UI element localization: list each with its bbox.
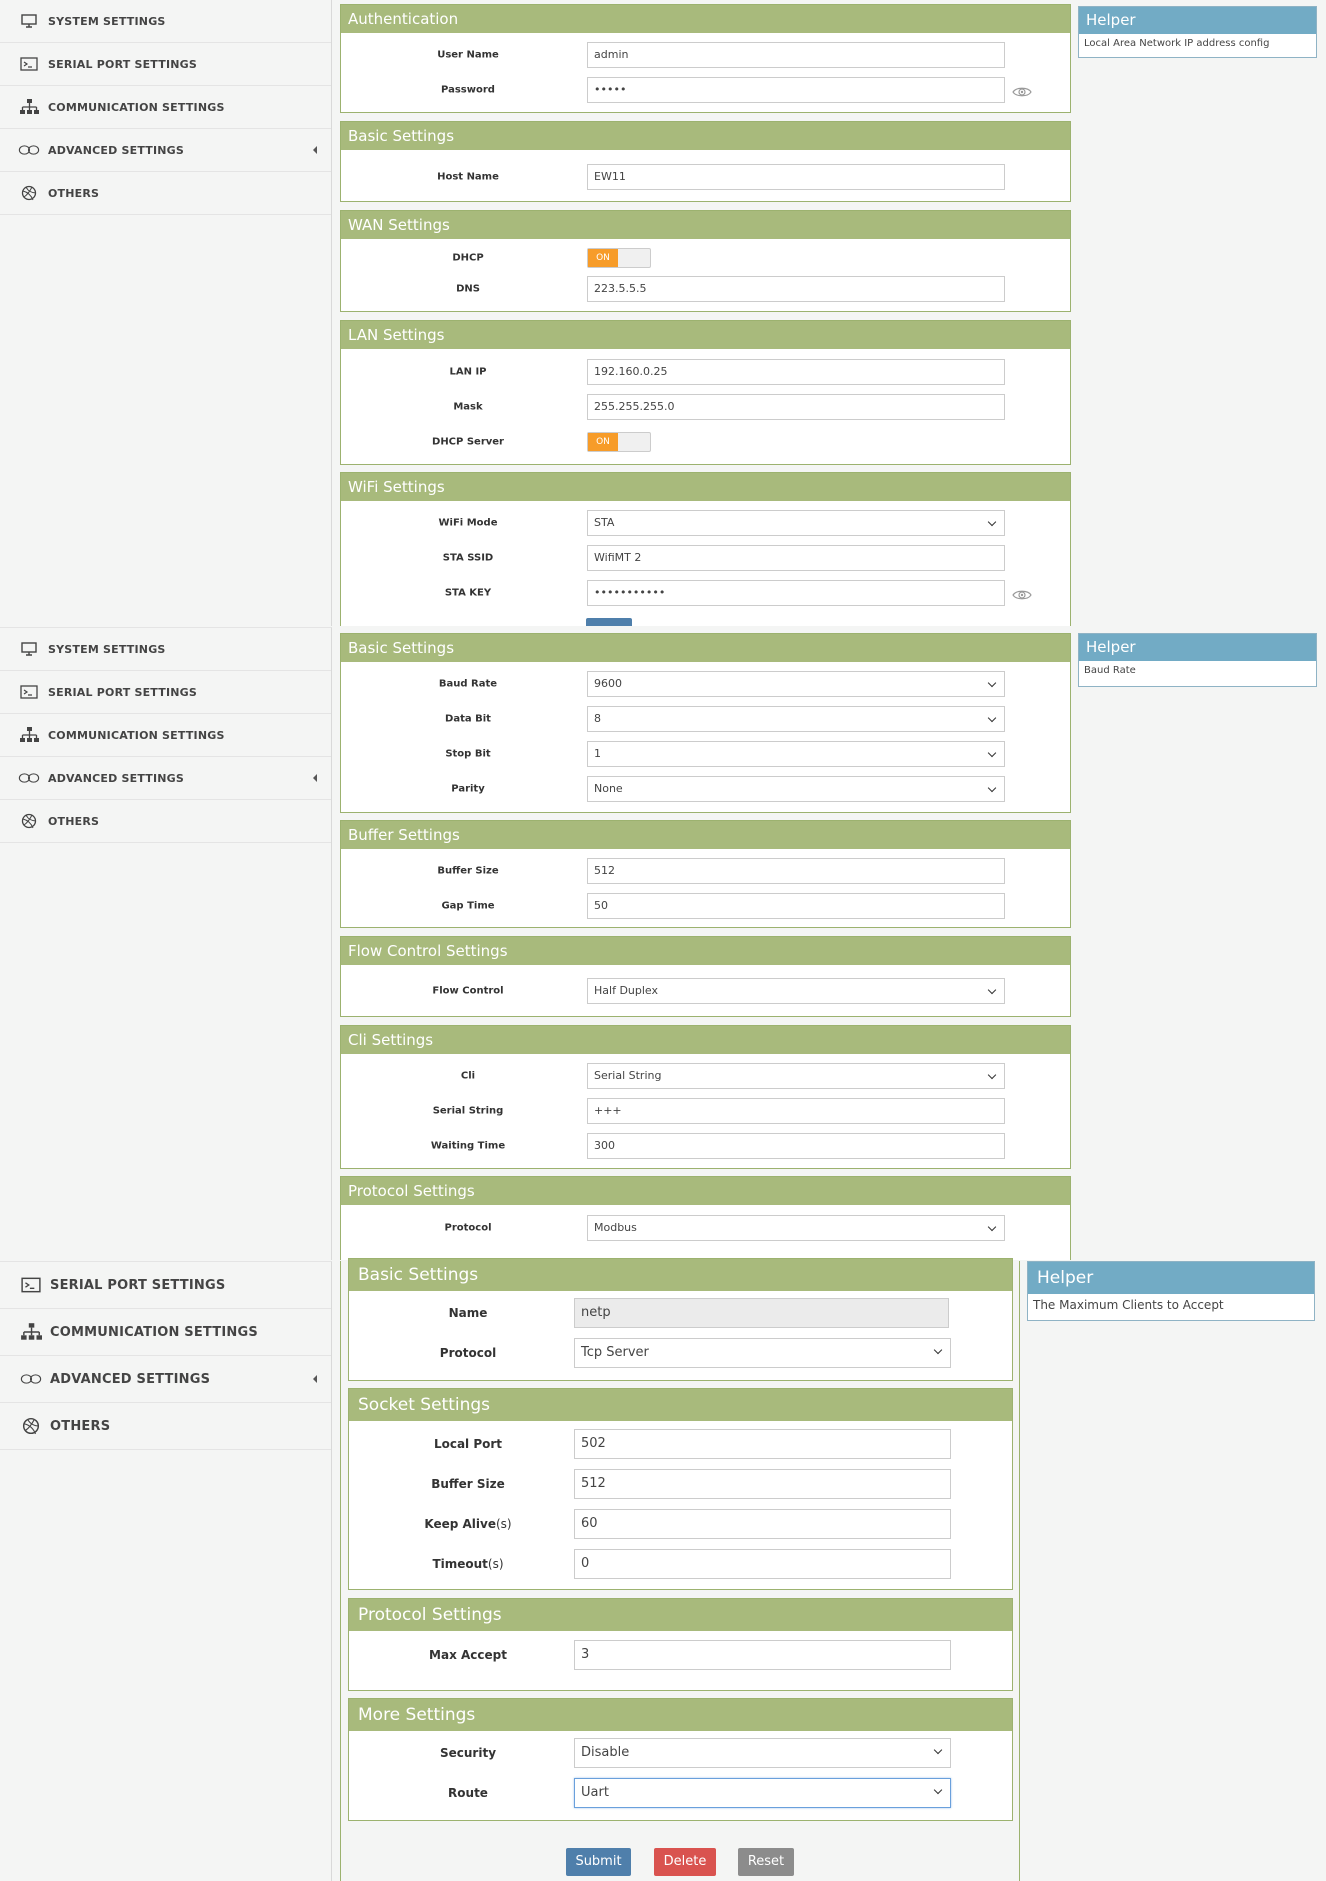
protocol-select[interactable]: Modbus	[587, 1215, 1005, 1241]
panel-title: Cli Settings	[341, 1026, 1070, 1054]
infinity-icon	[18, 141, 40, 159]
user-name-label: User Name	[437, 49, 499, 60]
panel-title: Basic Settings	[341, 122, 1070, 150]
sidebar-item-label: SERIAL PORT SETTINGS	[48, 685, 198, 699]
password-label: Password	[441, 84, 495, 95]
buffer-size-input[interactable]: 512	[587, 858, 1005, 884]
security-label: Security	[439, 1746, 497, 1760]
dns-label: DNS	[456, 283, 480, 295]
wifi-mode-label: WiFi Mode	[438, 517, 498, 528]
password-input[interactable]: •••••	[587, 77, 1005, 103]
sidebar-item-label: COMMUNICATION SETTINGS	[48, 100, 225, 114]
sidebar-item-serial[interactable]	[0, 671, 331, 714]
keep-alive-text: Keep Alive	[424, 1517, 496, 1531]
sta-key-input[interactable]: •••••••••••	[587, 580, 1005, 606]
sidebar-item-label: COMMUNICATION SETTINGS	[48, 728, 225, 742]
sidebar-item-others[interactable]	[0, 1403, 331, 1450]
panel-title: Flow Control Settings	[341, 937, 1070, 965]
panel-title: Protocol Settings	[349, 1599, 1012, 1631]
globe-icon	[20, 1417, 42, 1435]
data-bit-label: Data Bit	[445, 713, 491, 724]
panel-authentication	[340, 4, 1071, 113]
keep-alive-unit: (s)	[495, 1517, 512, 1531]
waiting-time-label: Waiting Time	[430, 1140, 506, 1151]
panel-wan-settings	[340, 210, 1071, 312]
mask-label: Mask	[453, 401, 483, 412]
panel-comm-basic-settings	[348, 1258, 1013, 1381]
toggle-on-label: ON	[588, 249, 618, 267]
sidebar-item-serial[interactable]	[0, 43, 331, 86]
globe-icon	[18, 812, 40, 830]
eye-icon[interactable]	[1012, 586, 1032, 599]
sidebar-item-communication[interactable]	[0, 1309, 331, 1356]
panel-title: WAN Settings	[341, 211, 1070, 239]
panel-cli-settings	[340, 1025, 1071, 1169]
sidebar-item-others[interactable]	[0, 800, 331, 843]
helper-box	[1078, 6, 1317, 58]
terminal-icon	[18, 55, 40, 73]
dhcp-label: DHCP	[452, 252, 484, 264]
sidebar-item-label: OTHERS	[50, 1418, 111, 1434]
submit-button[interactable]: Submit	[566, 1848, 631, 1876]
network-icon	[18, 726, 40, 744]
panel-buffer-settings	[340, 820, 1071, 928]
helper-box	[1027, 1261, 1315, 1321]
mask-input[interactable]: 255.255.255.0	[587, 394, 1005, 420]
sidebar-item-label: OTHERS	[48, 186, 100, 200]
serial-string-label: Serial String	[432, 1105, 504, 1116]
parity-label: Parity	[451, 783, 485, 794]
protocol-label: Protocol	[439, 1346, 497, 1360]
sidebar-item-system[interactable]	[0, 628, 331, 671]
sidebar-item-advanced[interactable]	[0, 129, 331, 172]
sidebar-item-label: ADVANCED SETTINGS	[50, 1371, 211, 1387]
panel-title: Buffer Settings	[341, 821, 1070, 849]
scan-button[interactable]	[586, 618, 632, 626]
baud-rate-label: Baud Rate	[438, 678, 498, 689]
toggle-on-label: ON	[588, 433, 618, 451]
panel-more-settings	[348, 1698, 1013, 1821]
dhcp-toggle[interactable]	[587, 248, 651, 268]
reset-button[interactable]: Reset	[738, 1848, 794, 1876]
dhcp-server-label: DHCP Server	[432, 436, 504, 447]
flow-control-label: Flow Control	[432, 985, 504, 996]
waiting-time-input[interactable]: 300	[587, 1133, 1005, 1159]
sta-ssid-label: STA SSID	[442, 552, 494, 563]
name-input[interactable]: netp	[574, 1298, 949, 1328]
dns-input[interactable]: 223.5.5.5	[587, 276, 1005, 302]
timeout-text: Timeout	[432, 1557, 488, 1571]
host-name-label: Host Name	[437, 171, 499, 182]
timeout-input[interactable]: 0	[574, 1549, 951, 1579]
buffer-size-label: Buffer Size	[437, 865, 499, 876]
network-icon	[18, 98, 40, 116]
max-accept-input[interactable]: 3	[574, 1640, 951, 1670]
parity-select[interactable]: None	[587, 776, 1005, 802]
max-accept-label: Max Accept	[429, 1648, 507, 1662]
sta-key-label: STA KEY	[444, 587, 492, 598]
local-port-input[interactable]: 502	[574, 1429, 951, 1459]
helper-title: Helper	[1079, 634, 1316, 661]
sta-ssid-input[interactable]: WifiMT 2	[587, 545, 1005, 571]
sidebar-top	[0, 0, 332, 626]
panel-wifi-settings	[340, 472, 1071, 626]
host-name-input[interactable]: EW11	[587, 164, 1005, 190]
terminal-icon	[18, 683, 40, 701]
stop-bit-label: Stop Bit	[445, 748, 491, 759]
timeout-unit: (s)	[487, 1557, 504, 1571]
lan-ip-input[interactable]: 192.160.0.25	[587, 359, 1005, 385]
keep-alive-label	[349, 1517, 587, 1531]
gap-time-label: Gap Time	[441, 900, 495, 911]
protocol-label: Protocol	[444, 1222, 492, 1233]
panel-title: Basic Settings	[341, 634, 1070, 662]
panel-title: Socket Settings	[349, 1389, 1012, 1421]
terminal-icon	[20, 1276, 42, 1294]
helper-text: Local Area Network IP address config	[1084, 38, 1270, 49]
caret-left-icon	[313, 146, 317, 154]
cli-select[interactable]: Serial String	[587, 1063, 1005, 1089]
infinity-icon	[18, 769, 40, 787]
baud-rate-select[interactable]: 9600	[587, 671, 1005, 697]
sidebar-item-advanced[interactable]	[0, 1356, 331, 1403]
sidebar-item-system[interactable]	[0, 0, 331, 43]
network-icon	[20, 1323, 42, 1341]
wifi-mode-select[interactable]: STA	[587, 510, 1005, 536]
user-name-input[interactable]: admin	[587, 42, 1005, 68]
panel-comm-protocol-settings	[348, 1598, 1013, 1691]
panel-basic-settings	[340, 121, 1071, 202]
local-port-label: Local Port	[433, 1437, 503, 1451]
dhcp-server-toggle[interactable]	[587, 432, 651, 452]
monitor-icon	[18, 640, 40, 658]
sidebar-item-label: OTHERS	[48, 814, 100, 828]
buffer-size-input[interactable]: 512	[574, 1469, 951, 1499]
sidebar-item-others[interactable]	[0, 172, 331, 215]
route-select[interactable]: Uart	[574, 1778, 951, 1808]
panel-title: Authentication	[341, 5, 1070, 33]
timeout-label	[349, 1557, 587, 1571]
globe-icon	[18, 184, 40, 202]
sidebar-bottom	[0, 1261, 332, 1881]
monitor-icon	[18, 12, 40, 30]
sidebar-item-label: ADVANCED SETTINGS	[48, 143, 185, 157]
name-label: Name	[448, 1306, 488, 1320]
panel-title: WiFi Settings	[341, 473, 1070, 501]
caret-left-icon	[313, 1375, 317, 1383]
panel-lan-settings	[340, 320, 1071, 465]
data-bit-select[interactable]: 8	[587, 706, 1005, 732]
security-select[interactable]: Disable	[574, 1738, 951, 1768]
panel-title: LAN Settings	[341, 321, 1070, 349]
sidebar-item-communication[interactable]	[0, 86, 331, 129]
sidebar-item-communication[interactable]	[0, 714, 331, 757]
panel-title: Basic Settings	[349, 1259, 1012, 1291]
panel-socket-settings	[348, 1388, 1013, 1590]
stop-bit-select[interactable]: 1	[587, 741, 1005, 767]
lan-ip-label: LAN IP	[449, 366, 487, 377]
helper-title: Helper	[1079, 7, 1316, 34]
delete-button[interactable]: Delete	[654, 1848, 716, 1876]
panel-title: Protocol Settings	[341, 1177, 1070, 1205]
panel-flow-control-settings	[340, 936, 1071, 1017]
sidebar-item-label: ADVANCED SETTINGS	[48, 771, 185, 785]
protocol-select[interactable]: Tcp Server	[574, 1338, 951, 1368]
serial-string-input[interactable]: +++	[587, 1098, 1005, 1124]
infinity-icon	[20, 1370, 42, 1388]
route-label: Route	[448, 1786, 488, 1800]
helper-title: Helper	[1028, 1262, 1314, 1294]
sidebar-item-label: SYSTEM SETTINGS	[48, 642, 166, 656]
sidebar-item-advanced[interactable]	[0, 757, 331, 800]
sidebar-item-label: SYSTEM SETTINGS	[48, 14, 166, 28]
keep-alive-input[interactable]: 60	[574, 1509, 951, 1539]
buffer-size-label: Buffer Size	[431, 1477, 505, 1491]
sidebar-item-label: COMMUNICATION SETTINGS	[50, 1324, 258, 1340]
sidebar-item-label: SERIAL PORT SETTINGS	[48, 57, 198, 71]
eye-icon[interactable]	[1012, 83, 1032, 96]
panel-serial-protocol-settings	[340, 1176, 1071, 1260]
flow-control-select[interactable]: Half Duplex	[587, 978, 1005, 1004]
sidebar-item-serial[interactable]	[0, 1262, 331, 1309]
sidebar-mid	[0, 627, 332, 1260]
panel-serial-basic-settings	[340, 633, 1071, 813]
sidebar-item-label: SERIAL PORT SETTINGS	[50, 1277, 226, 1293]
helper-text: Baud Rate	[1084, 665, 1136, 676]
helper-box	[1078, 633, 1317, 687]
gap-time-input[interactable]: 50	[587, 893, 1005, 919]
caret-left-icon	[313, 774, 317, 782]
panel-title: More Settings	[349, 1699, 1012, 1731]
cli-label: Cli	[460, 1070, 476, 1081]
helper-text: The Maximum Clients to Accept	[1033, 1298, 1224, 1312]
